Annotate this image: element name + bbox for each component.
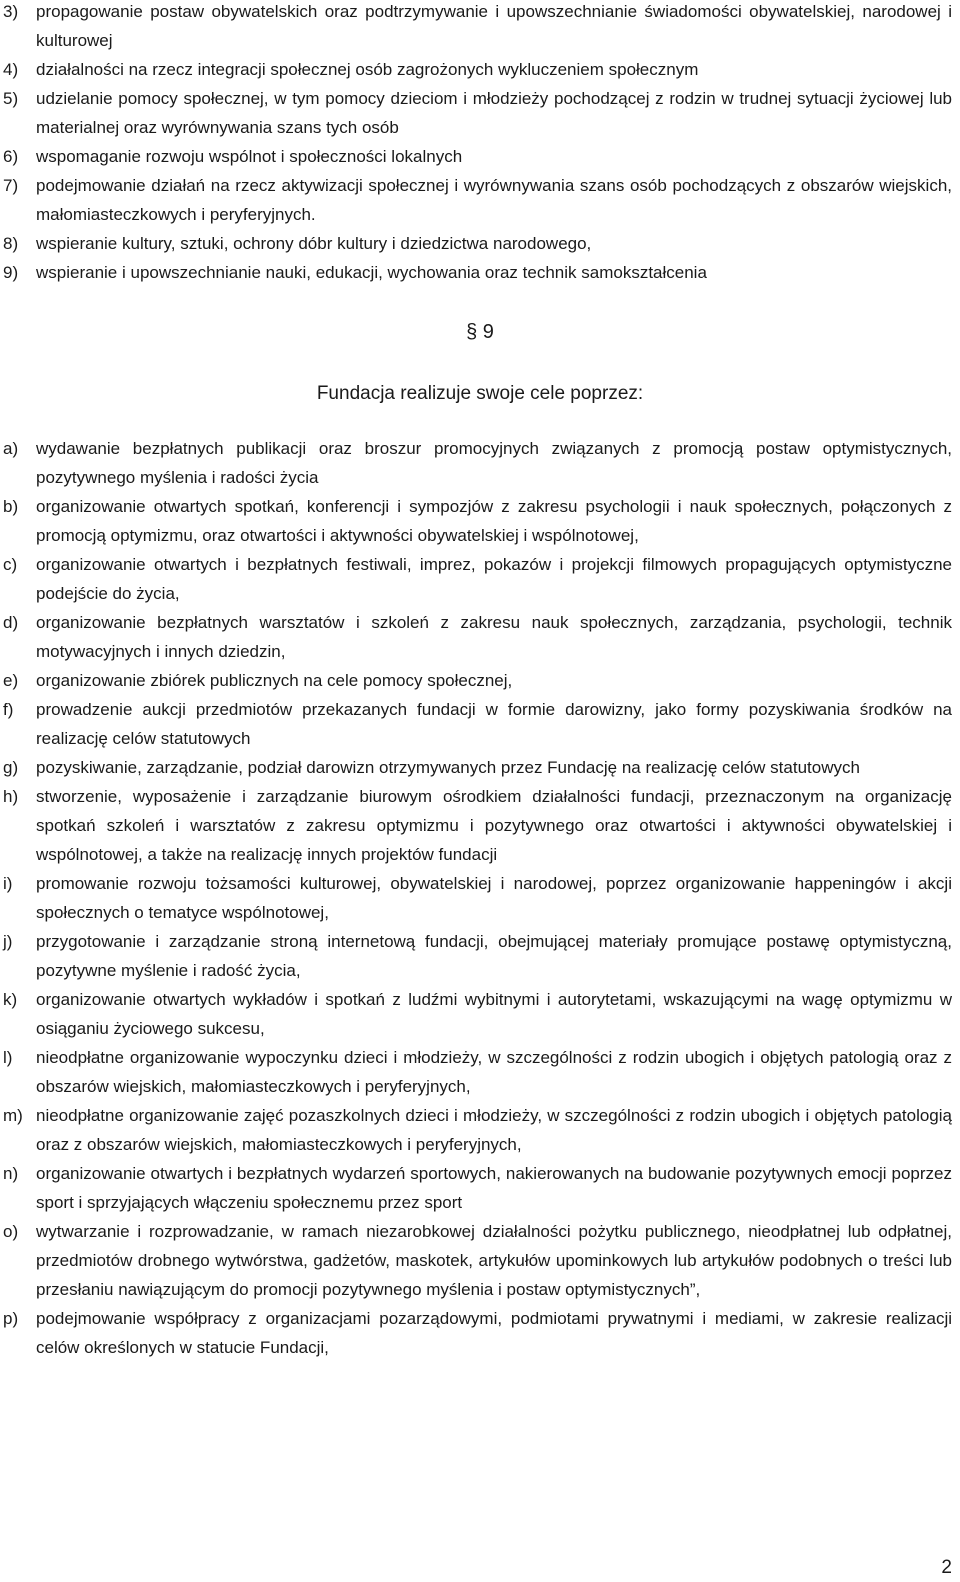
list-marker: 6) (3, 147, 19, 166)
list-marker: o) (3, 1222, 19, 1241)
list-item-text: stworzenie, wyposażenie i zarządzanie biurowym ośrodkiem działalności fundacji, przeznaczonym na organizację spotkań szkoleń i warsztatów z zakresu optymizmu i pozytywnego oraz otwartości i aktywności obywatelskiej i wspólnotowej, a także na realizację innych projektów fundacji (36, 787, 952, 864)
list-marker: j) (3, 932, 13, 951)
list-item-text: organizowanie otwartych wykładów i spotkań z ludźmi wybitnymi i autorytetami, wskazującymi na wagę optymizmu w osiąganiu życiowego sukcesu, (36, 990, 952, 1038)
list-marker: 8) (3, 234, 19, 253)
list-item (0, 258, 960, 287)
list-marker: d) (3, 613, 19, 632)
list-marker: k) (3, 990, 18, 1009)
list-item (0, 550, 960, 608)
list-item-text: wspomaganie rozwoju wspólnot i społeczności lokalnych (36, 147, 463, 166)
list-item (0, 1159, 960, 1217)
list-marker: n) (3, 1164, 19, 1183)
list-item-text: wydawanie bezpłatnych publikacji oraz broszur promocyjnych związanych z promocją postaw optymistycznych, pozytywnego myślenia i radości życia (36, 439, 952, 487)
list-item (0, 84, 960, 142)
list-marker: g) (3, 758, 19, 777)
list-marker: 4) (3, 60, 19, 79)
list-marker: 3) (3, 2, 19, 21)
list-item (0, 1043, 960, 1101)
list-item (0, 0, 960, 55)
list-item-text: podejmowanie współpracy z organizacjami pozarządowymi, podmiotami prywatnymi i mediami, w zakresie realizacji celów określonych w statucie Fundacji, (36, 1309, 952, 1357)
list-item-text: udzielanie pomocy społecznej, w tym pomocy dzieciom i młodzieży pochodzącej z rodzin w trudnej sytuacji życiowej lub materialnej oraz wyrównywania szans tych osób (36, 89, 952, 137)
list-item-text: organizowanie otwartych spotkań, konferencji i sympozjów z zakresu psychologii i nauk społecznych, połączonych z promocją optymizmu, oraz otwartości i aktywności obywatelskiej i wspólnotowej, (36, 497, 952, 545)
means-list (0, 434, 960, 1362)
section-heading: Fundacja realizuje swoje cele poprzez: (316, 383, 644, 404)
list-item (0, 1101, 960, 1159)
list-item-text: propagowanie postaw obywatelskich oraz podtrzymywanie i upowszechnianie świadomości obywatelskiej, narodowej i kulturowej (36, 2, 952, 50)
list-item (0, 666, 960, 695)
list-item-text: podejmowanie działań na rzecz aktywizacji społecznej i wyrównywania szans osób pochodzących z obszarów wiejskich, małomiasteczkowych i peryferyjnych. (36, 176, 952, 224)
list-marker: i) (3, 874, 13, 893)
list-item-text: wytwarzanie i rozprowadzanie, w ramach niezarobkowej działalności pożytku publicznego, nieodpłatnej lub odpłatnej, przedmiotów drobnego wytwórstwa, gadżetów, maskotek, artykułów upominkowych lub artykułów podobnych o treści lub przesłaniu nawiązującym do promocji pozytywnego myślenia i postaw optymistycznych”, (36, 1222, 952, 1299)
list-item-text: organizowanie otwartych i bezpłatnych festiwali, imprez, pokazów i projekcji filmowych propagujących optymistyczne podejście do życia, (36, 555, 952, 603)
list-item-text: wspieranie kultury, sztuki, ochrony dóbr kultury i dziedzictwa narodowego, (36, 234, 592, 253)
list-item (0, 782, 960, 869)
list-marker: 5) (3, 89, 19, 108)
list-item-text: nieodpłatne organizowanie wypoczynku dzieci i młodzieży, w szczególności z rodzin ubogich i objętych patologią oraz z obszarów wiejskich, małomiasteczkowych i peryferyjnych, (36, 1048, 952, 1096)
list-marker: b) (3, 497, 19, 516)
list-item (0, 985, 960, 1043)
list-item (0, 927, 960, 985)
goals-list (0, 0, 960, 287)
list-item (0, 1304, 960, 1362)
list-item-text: organizowanie zbiórek publicznych na cele pomocy społecznej, (36, 671, 513, 690)
list-marker: f) (3, 700, 14, 719)
list-item (0, 753, 960, 782)
list-item (0, 492, 960, 550)
list-item (0, 1217, 960, 1304)
list-item (0, 695, 960, 753)
list-item (0, 229, 960, 258)
list-item (0, 869, 960, 927)
list-item-text: nieodpłatne organizowanie zajęć pozaszkolnych dzieci i młodzieży, w szczególności z rodzin ubogich i objętych patologią oraz z obszarów wiejskich, małomiasteczkowych i peryferyjnych, (36, 1106, 952, 1154)
list-marker: e) (3, 671, 19, 690)
list-marker: c) (3, 555, 18, 574)
list-item-text: organizowanie otwartych i bezpłatnych wydarzeń sportowych, nakierowanych na budowanie pozytywnych emocji poprzez sport i sprzyjających włączeniu społecznemu przez sport (36, 1164, 952, 1212)
list-item (0, 171, 960, 229)
list-item-text: pozyskiwanie, zarządzanie, podział darowizn otrzymywanych przez Fundację na realizację celów statutowych (36, 758, 860, 777)
list-item-text: organizowanie bezpłatnych warsztatów i szkoleń z zakresu nauk społecznych, zarządzania, psychologii, technik motywacyjnych i innych dziedzin, (36, 613, 952, 661)
list-item-text: przygotowanie i zarządzanie stroną internetową fundacji, obejmującej materiały promujące postawę optymistyczną, pozytywne myślenie i radość życia, (36, 932, 952, 980)
list-marker: m) (3, 1106, 23, 1125)
list-marker: h) (3, 787, 19, 806)
list-item-text: działalności na rzecz integracji społecznej osób zagrożonych wykluczeniem społecznym (36, 60, 699, 79)
section-number: § 9 (466, 321, 494, 343)
list-marker: a) (3, 439, 19, 458)
list-item (0, 434, 960, 492)
list-item (0, 142, 960, 171)
list-item-text: wspieranie i upowszechnianie nauki, edukacji, wychowania oraz technik samokształcenia (36, 263, 707, 282)
list-marker: 7) (3, 176, 19, 195)
page-number: 2 (941, 1557, 952, 1578)
list-item (0, 55, 960, 84)
list-marker: p) (3, 1309, 19, 1328)
list-item-text: prowadzenie aukcji przedmiotów przekazanych fundacji w formie darowizny, jako formy pozyskiwania środków na realizację celów statutowych (36, 700, 952, 748)
list-item-text: promowanie rozwoju tożsamości kulturowej, obywatelskiej i narodowej, poprzez organizowanie happeningów i akcji społecznych o tematyce wspólnotowej, (36, 874, 952, 922)
list-marker: l) (3, 1048, 13, 1067)
list-marker: 9) (3, 263, 19, 282)
list-item (0, 608, 960, 666)
